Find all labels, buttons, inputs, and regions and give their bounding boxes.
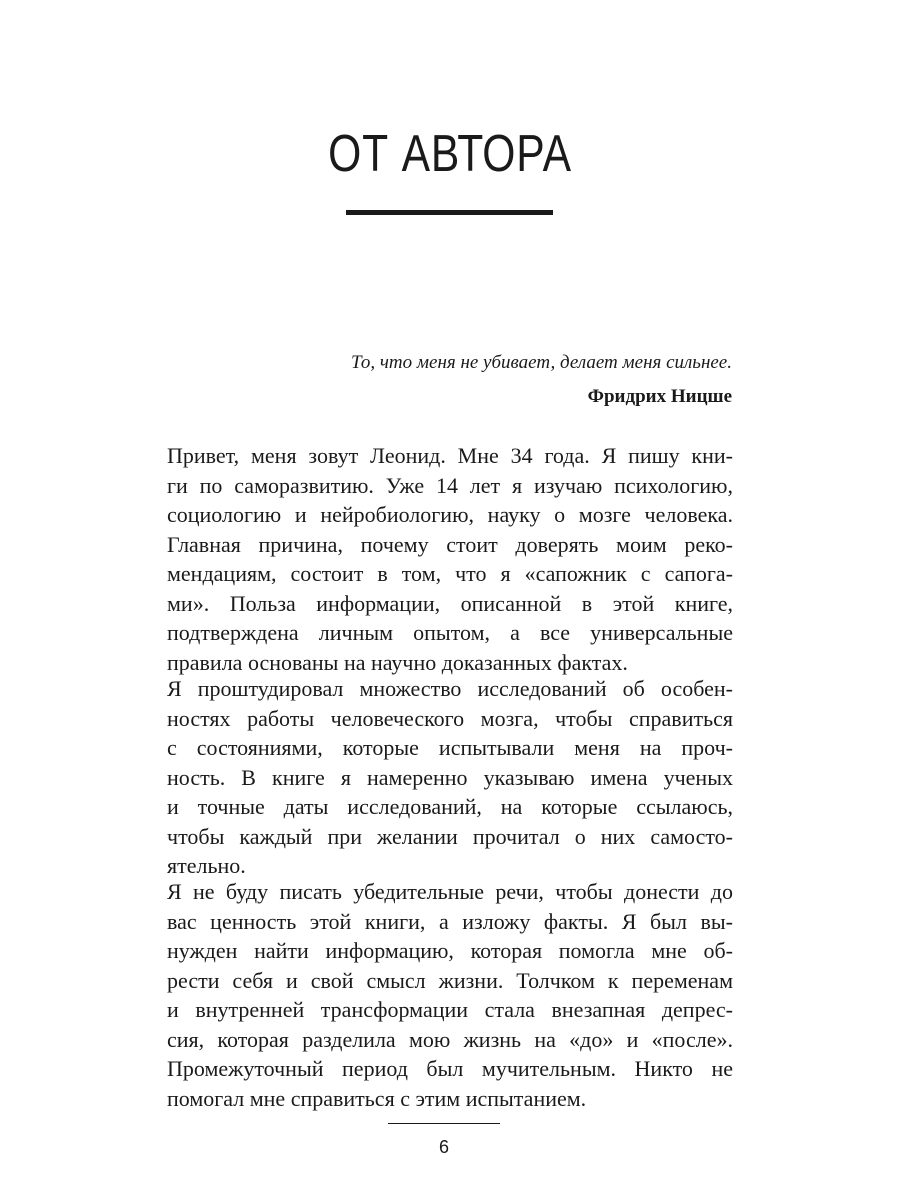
paragraph-3 bbox=[167, 877, 733, 1113]
text-line: чтобы каждый при желании прочитал о них самосто- bbox=[167, 823, 733, 849]
text-line: рести себя и свой смысл жизни. Толчком к переменам bbox=[167, 967, 733, 993]
text-line: вас ценность этой книги, а изложу факты. Я был вы- bbox=[167, 908, 733, 934]
text-line: ностях работы человеческого мозга, чтобы справиться bbox=[167, 705, 733, 731]
chapter-title: ОТ АВТОРА bbox=[328, 125, 572, 183]
text-line: Я проштудировал множество исследований об особен- bbox=[167, 676, 733, 701]
paragraph-1 bbox=[167, 441, 733, 677]
text-line: подтверждена личным опытом, а все универсальные bbox=[167, 620, 733, 645]
text-line: Главная причина, почему стоит доверять моим реко- bbox=[167, 531, 733, 557]
text-line: с состояниями, которые испытывали меня на проч- bbox=[167, 735, 733, 760]
footer-divider bbox=[388, 1123, 500, 1124]
text-line: сия, которая разделила мою жизнь на «до» и «после». bbox=[167, 1026, 733, 1052]
page-number: 6 bbox=[438, 1137, 449, 1157]
text-line: нужден найти информацию, которая помогла мне об- bbox=[167, 938, 733, 963]
text-line: Я не буду писать убедительные речи, чтобы донести до bbox=[167, 879, 733, 904]
text-line: ность. В книге я намеренно указываю имена ученых bbox=[167, 764, 733, 790]
text-line: социологию и нейробиологию, науку о мозге человека. bbox=[167, 502, 733, 527]
title-underline bbox=[346, 210, 553, 215]
text-line: ми». Польза информации, описанной в этой книге, bbox=[167, 590, 733, 616]
text-line: Привет, меня зовут Леонид. Мне 34 года. Я пишу кни- bbox=[167, 443, 733, 468]
text-line: помогал мне справиться с этим испытанием. bbox=[167, 1085, 587, 1111]
text-line: правила основаны на научно доказанных фактах. bbox=[167, 649, 628, 675]
epigraph-quote: То, что меня не убивает, делает меня сильнее. bbox=[350, 352, 732, 373]
text-line: ги по саморазвитию. Уже 14 лет я изучаю психологию, bbox=[167, 472, 733, 498]
epigraph-author: Фридрих Ницше bbox=[587, 386, 732, 407]
text-line: ятельно. bbox=[167, 853, 246, 878]
text-line: Промежуточный период был мучительным. Никто не bbox=[167, 1056, 733, 1081]
text-line: и внутренней трансформации стала внезапная депрес- bbox=[167, 997, 733, 1022]
text-line: и точные даты исследований, на которые ссылаюсь, bbox=[167, 794, 733, 819]
text-line: мендациям, состоит в том, что я «сапожник с сапога- bbox=[167, 561, 733, 586]
paragraph-2 bbox=[167, 674, 733, 881]
